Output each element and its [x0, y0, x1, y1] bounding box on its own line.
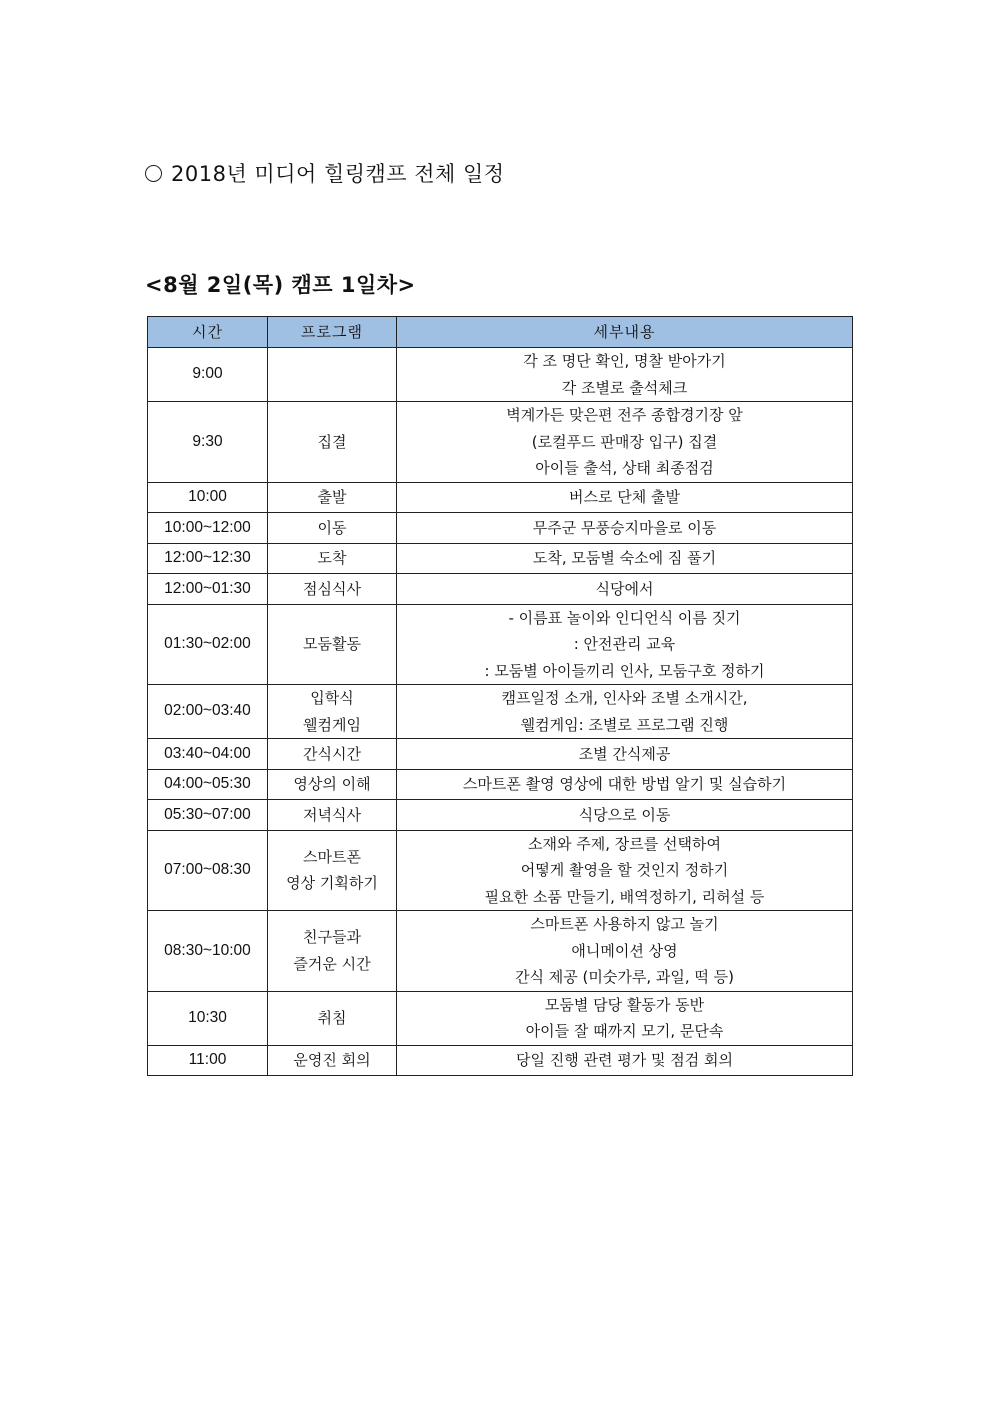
time-cell: 11:00 [148, 1045, 268, 1076]
details-cell [397, 991, 853, 1045]
circle-bullet-icon [145, 165, 162, 182]
schedule-table [147, 316, 853, 1076]
details-cell [397, 830, 853, 911]
program-line: 저녁식사 [303, 805, 361, 824]
program-line: 즐거운 시간 [293, 954, 371, 973]
program-line: 집결 [317, 432, 347, 451]
time-cell: 03:40~04:00 [148, 739, 268, 770]
program-cell [268, 800, 397, 831]
table-row [148, 739, 853, 770]
program-cell [268, 685, 397, 739]
program-line: 이동 [317, 518, 347, 537]
table-row [148, 769, 853, 800]
table-row [148, 800, 853, 831]
time-cell: 10:00~12:00 [148, 513, 268, 544]
table-header-row [148, 317, 853, 348]
program-cell [268, 769, 397, 800]
program-line: 친구들과 [303, 928, 361, 947]
table-row [148, 402, 853, 483]
day-title: <8월 2일(목) 캠프 1일차> [145, 273, 416, 297]
schedule-heading-text: 2018년 미디어 힐링캠프 전체 일정 [171, 162, 505, 186]
detail-line: 필요한 소품 만들기, 배역정하기, 리허설 등 [484, 887, 765, 906]
detail-line: : 안전관리 교육 [573, 635, 676, 653]
details-cell [397, 739, 853, 770]
table-row [148, 911, 853, 992]
program-cell [268, 911, 397, 992]
table-row [148, 604, 853, 685]
detail-line: 스마트폰 사용하지 않고 놀기 [530, 915, 719, 933]
time-cell: 10:00 [148, 482, 268, 513]
detail-line: 식당에서 [595, 579, 654, 598]
program-cell [268, 830, 397, 911]
table-row [148, 543, 853, 574]
time-cell: 07:00~08:30 [148, 830, 268, 911]
detail-line: 각 조 명단 확인, 명찰 받아가기 [523, 352, 726, 370]
detail-line: 도착, 모둠별 숙소에 짐 풀기 [532, 549, 717, 567]
table-row [148, 482, 853, 513]
detail-line: 모둠별 담당 활동가 동반 [544, 995, 705, 1014]
time-cell: 9:00 [148, 348, 268, 402]
detail-line: 애니메이션 상영 [571, 941, 678, 960]
detail-line: 조별 간식제공 [578, 744, 671, 763]
table-row [148, 1045, 853, 1076]
detail-line: 무주군 무풍승지마을로 이동 [532, 518, 717, 537]
time-cell: 12:00~01:30 [148, 574, 268, 605]
schedule-body [148, 348, 853, 1076]
detail-line: 어떻게 촬영을 할 것인지 정하기 [520, 861, 729, 879]
table-row [148, 348, 853, 402]
time-cell: 05:30~07:00 [148, 800, 268, 831]
program-line: 취침 [317, 1008, 347, 1027]
table-row [148, 574, 853, 605]
detail-line: 스마트폰 촬영 영상에 대한 방법 알기 및 실습하기 [462, 775, 787, 793]
time-cell: 10:30 [148, 991, 268, 1045]
program-cell [268, 991, 397, 1045]
time-cell: 01:30~02:00 [148, 604, 268, 685]
detail-line: (로컬푸드 판매장 입구) 집결 [531, 432, 718, 451]
details-cell [397, 1045, 853, 1076]
details-cell [397, 513, 853, 544]
program-line: 스마트폰 [303, 847, 361, 866]
time-cell: 12:00~12:30 [148, 543, 268, 574]
program-cell [268, 604, 397, 685]
details-cell [397, 574, 853, 605]
program-cell [268, 543, 397, 574]
details-cell [397, 911, 853, 992]
detail-line: 아이들 출석, 상태 최종점검 [535, 459, 714, 477]
program-cell [268, 482, 397, 513]
program-line: 모둠활동 [303, 635, 361, 653]
time-cell: 08:30~10:00 [148, 911, 268, 992]
table-row [148, 513, 853, 544]
program-line: 영상의 이해 [293, 775, 371, 793]
detail-line: 웰컴게임: 조별로 프로그램 진행 [520, 715, 729, 734]
details-cell [397, 769, 853, 800]
details-cell [397, 402, 853, 483]
program-cell [268, 739, 397, 770]
program-cell [268, 402, 397, 483]
program-line: 간식시간 [303, 744, 361, 763]
time-cell: 9:30 [148, 402, 268, 483]
program-line: 점심식사 [303, 579, 361, 598]
table-row [148, 830, 853, 911]
schedule-heading [145, 158, 505, 190]
program-line: 운영진 회의 [293, 1051, 371, 1069]
time-cell: 04:00~05:30 [148, 769, 268, 800]
program-cell [268, 1045, 397, 1076]
program-cell [268, 513, 397, 544]
program-line: 입학식 [310, 689, 354, 707]
detail-line: : 모둠별 아이들끼리 인사, 모둠구호 정하기 [484, 661, 765, 680]
table-row [148, 685, 853, 739]
detail-line: 소재와 주제, 장르를 선택하여 [528, 834, 721, 853]
table-row [148, 991, 853, 1045]
program-line: 웰컴게임 [303, 715, 361, 734]
details-cell [397, 482, 853, 513]
detail-line: 버스로 단체 출발 [569, 488, 680, 506]
details-cell [397, 685, 853, 739]
detail-line: 캠프일정 소개, 인사와 조별 소개시간, [501, 689, 748, 707]
time-cell: 02:00~03:40 [148, 685, 268, 739]
details-cell [397, 348, 853, 402]
detail-line: 각 조별로 출석체크 [561, 378, 688, 397]
detail-line: 아이들 잘 때까지 모기, 문단속 [525, 1022, 724, 1040]
detail-line: - 이름표 놀이와 인디언식 이름 짓기 [508, 608, 741, 627]
program-line: 도착 [317, 549, 347, 567]
header-program: 프로그램 [268, 317, 397, 348]
details-cell [397, 800, 853, 831]
program-line: 출발 [317, 488, 347, 506]
details-cell [397, 604, 853, 685]
detail-line: 간식 제공 (미숫가루, 과일, 떡 등) [515, 968, 734, 986]
program-cell [268, 574, 397, 605]
details-cell [397, 543, 853, 574]
program-line: 영상 기획하기 [286, 874, 378, 893]
header-details: 세부내용 [397, 317, 853, 348]
detail-line: 당일 진행 관련 평가 및 점검 회의 [516, 1051, 733, 1069]
header-time: 시간 [148, 317, 268, 348]
program-cell [268, 348, 397, 402]
detail-line: 벽계가든 맞은편 전주 종합경기장 앞 [506, 406, 743, 424]
detail-line: 식당으로 이동 [578, 805, 671, 824]
